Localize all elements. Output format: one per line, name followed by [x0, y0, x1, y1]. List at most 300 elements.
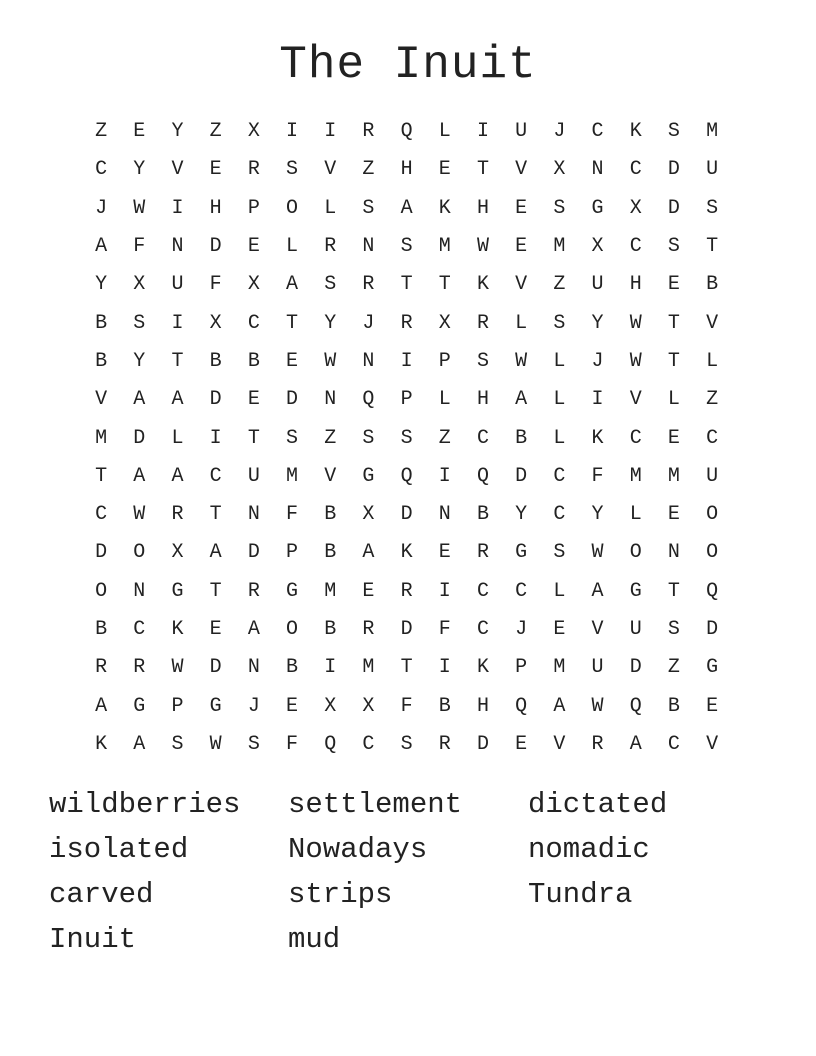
- grid-letter: C: [629, 158, 642, 182]
- grid-letter: L: [515, 311, 528, 335]
- grid-letter: U: [515, 120, 528, 144]
- grid-letter: V: [515, 273, 528, 297]
- word-list-item: nomadic: [528, 833, 650, 866]
- grid-letter: K: [476, 273, 489, 297]
- grid-letter: E: [515, 196, 528, 220]
- grid-letter: D: [247, 541, 260, 565]
- grid-letter: S: [400, 732, 413, 756]
- grid-letter: L: [286, 235, 299, 259]
- grid-letter: R: [247, 158, 260, 182]
- grid-letter: O: [133, 541, 146, 565]
- word-list-item: Tundra: [528, 878, 633, 911]
- grid-letter: S: [362, 426, 375, 450]
- grid-letter: T: [171, 349, 184, 373]
- grid-letter: B: [667, 694, 680, 718]
- grid-letter: D: [667, 158, 680, 182]
- grid-letter: M: [667, 464, 680, 488]
- grid-row: [82, 687, 732, 725]
- grid-letter: N: [362, 349, 375, 373]
- grid-row: [82, 304, 732, 342]
- grid-letter: A: [133, 464, 146, 488]
- grid-letter: C: [476, 579, 489, 603]
- grid-letter: B: [324, 618, 337, 641]
- grid-letter: Q: [629, 694, 642, 718]
- grid-letter: S: [553, 541, 566, 565]
- grid-letter: E: [667, 273, 680, 297]
- grid-letter: F: [286, 503, 299, 527]
- grid-letter: R: [324, 235, 337, 259]
- grid-letter: A: [515, 388, 528, 412]
- grid-letter: J: [591, 349, 604, 373]
- grid-letter: K: [629, 120, 642, 144]
- grid-letter: G: [133, 694, 146, 718]
- grid-letter: A: [171, 388, 184, 412]
- grid-letter: D: [667, 196, 680, 220]
- grid-letter: L: [706, 349, 719, 373]
- grid-letter: J: [247, 694, 260, 718]
- grid-letter: V: [706, 311, 719, 335]
- grid-letter: Q: [324, 732, 337, 756]
- grid-letter: D: [706, 618, 719, 641]
- grid-letter: K: [591, 426, 604, 450]
- grid-letter: N: [362, 235, 375, 259]
- grid-letter: C: [95, 503, 108, 527]
- grid-letter: B: [515, 426, 528, 450]
- grid-letter: V: [515, 158, 528, 182]
- grid-letter: C: [515, 579, 528, 603]
- grid-letter: B: [476, 503, 489, 527]
- grid-letter: Q: [362, 388, 375, 412]
- grid-letter: X: [629, 196, 642, 220]
- grid-letter: C: [362, 732, 375, 756]
- grid-letter: P: [286, 541, 299, 565]
- grid-row: [82, 458, 732, 496]
- word-list-item: wildberries: [49, 788, 241, 821]
- grid-letter: K: [400, 541, 413, 565]
- grid-letter: J: [515, 618, 528, 641]
- grid-letter: F: [209, 273, 222, 297]
- grid-letter: Y: [133, 158, 146, 182]
- grid-letter: S: [286, 158, 299, 182]
- grid-letter: C: [706, 426, 719, 450]
- grid-letter: A: [95, 235, 108, 259]
- grid-letter: Q: [476, 464, 489, 488]
- grid-letter: U: [629, 618, 642, 641]
- grid-letter: C: [667, 732, 680, 756]
- grid-letter: M: [553, 656, 566, 680]
- grid-row: [82, 151, 732, 189]
- grid-letter: H: [209, 196, 222, 220]
- grid-letter: O: [286, 618, 299, 641]
- grid-letter: H: [476, 196, 489, 220]
- grid-row: [82, 496, 732, 534]
- grid-letter: E: [515, 235, 528, 259]
- word-search-grid: [82, 113, 732, 764]
- grid-letter: V: [324, 158, 337, 182]
- grid-letter: Y: [95, 273, 108, 297]
- grid-letter: Q: [515, 694, 528, 718]
- grid-letter: S: [706, 196, 719, 220]
- grid-letter: Z: [95, 120, 108, 144]
- grid-letter: Z: [553, 273, 566, 297]
- grid-letter: H: [400, 158, 413, 182]
- grid-letter: L: [667, 388, 680, 412]
- grid-letter: Q: [400, 464, 413, 488]
- grid-letter: X: [247, 273, 260, 297]
- grid-letter: Z: [362, 158, 375, 182]
- grid-letter: W: [133, 196, 146, 220]
- grid-letter: R: [438, 732, 451, 756]
- grid-letter: N: [171, 235, 184, 259]
- grid-letter: A: [362, 541, 375, 565]
- grid-letter: E: [706, 694, 719, 718]
- grid-letter: H: [629, 273, 642, 297]
- grid-row: [82, 649, 732, 687]
- grid-letter: Y: [133, 349, 146, 373]
- grid-letter: I: [438, 656, 451, 680]
- word-list-item: dictated: [528, 788, 668, 821]
- grid-letter: L: [629, 503, 642, 527]
- grid-letter: H: [476, 694, 489, 718]
- grid-letter: A: [133, 732, 146, 756]
- grid-letter: A: [629, 732, 642, 756]
- grid-letter: C: [629, 235, 642, 259]
- grid-letter: W: [591, 541, 604, 565]
- grid-letter: D: [209, 388, 222, 412]
- grid-letter: I: [591, 388, 604, 412]
- grid-letter: M: [629, 464, 642, 488]
- word-list-item: Inuit: [49, 923, 137, 956]
- grid-letter: D: [629, 656, 642, 680]
- grid-row: [82, 343, 732, 381]
- grid-letter: Z: [706, 388, 719, 412]
- grid-letter: I: [476, 120, 489, 144]
- grid-letter: I: [324, 120, 337, 144]
- grid-letter: S: [133, 311, 146, 335]
- grid-letter: N: [591, 158, 604, 182]
- grid-letter: U: [706, 158, 719, 182]
- grid-letter: T: [706, 235, 719, 259]
- grid-letter: L: [553, 426, 566, 450]
- grid-letter: A: [171, 464, 184, 488]
- grid-letter: W: [171, 656, 184, 680]
- grid-letter: O: [286, 196, 299, 220]
- grid-letter: E: [667, 426, 680, 450]
- grid-letter: I: [171, 311, 184, 335]
- grid-letter: V: [95, 388, 108, 412]
- grid-letter: X: [591, 235, 604, 259]
- grid-letter: L: [171, 426, 184, 450]
- grid-letter: O: [95, 579, 108, 603]
- grid-letter: B: [324, 503, 337, 527]
- grid-letter: F: [133, 235, 146, 259]
- grid-letter: L: [438, 388, 451, 412]
- grid-letter: S: [171, 732, 184, 756]
- grid-letter: R: [362, 273, 375, 297]
- grid-letter: A: [591, 579, 604, 603]
- grid-letter: C: [95, 158, 108, 182]
- grid-letter: W: [515, 349, 528, 373]
- grid-letter: S: [667, 120, 680, 144]
- grid-letter: R: [171, 503, 184, 527]
- grid-letter: L: [324, 196, 337, 220]
- grid-letter: R: [247, 579, 260, 603]
- grid-letter: S: [400, 426, 413, 450]
- grid-letter: E: [553, 618, 566, 641]
- grid-letter: O: [706, 503, 719, 527]
- grid-letter: U: [171, 273, 184, 297]
- grid-letter: W: [324, 349, 337, 373]
- grid-letter: E: [209, 158, 222, 182]
- grid-letter: R: [362, 120, 375, 144]
- word-list-item: Nowadays: [288, 833, 428, 866]
- grid-letter: G: [286, 579, 299, 603]
- grid-letter: R: [95, 656, 108, 680]
- grid-letter: P: [247, 196, 260, 220]
- grid-letter: E: [286, 694, 299, 718]
- grid-letter: B: [95, 349, 108, 373]
- grid-letter: B: [324, 541, 337, 565]
- word-list-item: carved: [49, 878, 154, 911]
- grid-row: [82, 190, 732, 228]
- grid-letter: W: [476, 235, 489, 259]
- grid-letter: P: [171, 694, 184, 718]
- grid-letter: N: [247, 503, 260, 527]
- grid-row: [82, 266, 732, 304]
- grid-letter: M: [324, 579, 337, 603]
- grid-letter: C: [553, 503, 566, 527]
- grid-letter: D: [400, 503, 413, 527]
- grid-letter: F: [400, 694, 413, 718]
- grid-letter: D: [209, 656, 222, 680]
- grid-letter: Z: [324, 426, 337, 450]
- grid-letter: J: [553, 120, 566, 144]
- grid-letter: C: [476, 618, 489, 641]
- grid-letter: M: [706, 120, 719, 144]
- grid-letter: W: [591, 694, 604, 718]
- grid-letter: D: [133, 426, 146, 450]
- grid-letter: N: [324, 388, 337, 412]
- grid-letter: X: [438, 311, 451, 335]
- grid-letter: Y: [171, 120, 184, 144]
- grid-letter: A: [209, 541, 222, 565]
- grid-letter: Z: [209, 120, 222, 144]
- word-list-item: mud: [288, 923, 341, 956]
- grid-letter: X: [362, 503, 375, 527]
- grid-letter: V: [629, 388, 642, 412]
- grid-letter: E: [247, 388, 260, 412]
- grid-letter: G: [706, 656, 719, 680]
- grid-letter: R: [476, 541, 489, 565]
- grid-letter: W: [629, 311, 642, 335]
- grid-letter: D: [476, 732, 489, 756]
- grid-letter: O: [706, 541, 719, 565]
- grid-letter: Q: [400, 120, 413, 144]
- grid-letter: Y: [324, 311, 337, 335]
- grid-letter: F: [438, 618, 451, 641]
- grid-letter: U: [247, 464, 260, 488]
- grid-letter: T: [400, 273, 413, 297]
- grid-letter: M: [553, 235, 566, 259]
- grid-letter: G: [171, 579, 184, 603]
- grid-letter: X: [247, 120, 260, 144]
- grid-letter: S: [324, 273, 337, 297]
- grid-letter: T: [247, 426, 260, 450]
- grid-letter: B: [706, 273, 719, 297]
- grid-letter: U: [591, 656, 604, 680]
- grid-letter: H: [476, 388, 489, 412]
- grid-letter: V: [706, 732, 719, 756]
- grid-letter: G: [515, 541, 528, 565]
- grid-letter: R: [362, 618, 375, 641]
- grid-letter: T: [667, 579, 680, 603]
- grid-letter: E: [133, 120, 146, 144]
- grid-letter: T: [286, 311, 299, 335]
- grid-letter: I: [400, 349, 413, 373]
- grid-row: [82, 381, 732, 419]
- grid-letter: D: [515, 464, 528, 488]
- grid-letter: K: [476, 656, 489, 680]
- grid-letter: V: [553, 732, 566, 756]
- grid-letter: Y: [591, 503, 604, 527]
- grid-letter: L: [438, 120, 451, 144]
- grid-letter: R: [476, 311, 489, 335]
- grid-letter: N: [133, 579, 146, 603]
- grid-letter: D: [209, 235, 222, 259]
- word-list-item: isolated: [49, 833, 189, 866]
- grid-letter: V: [591, 618, 604, 641]
- grid-letter: A: [95, 694, 108, 718]
- grid-letter: B: [247, 349, 260, 373]
- grid-letter: U: [706, 464, 719, 488]
- grid-row: [82, 573, 732, 611]
- grid-letter: A: [133, 388, 146, 412]
- grid-letter: G: [209, 694, 222, 718]
- grid-letter: R: [133, 656, 146, 680]
- grid-letter: G: [591, 196, 604, 220]
- grid-letter: W: [209, 732, 222, 756]
- grid-letter: Y: [591, 311, 604, 335]
- page-title: The Inuit: [279, 39, 537, 91]
- word-list-item: settlement: [288, 788, 463, 821]
- word-list-item: strips: [288, 878, 393, 911]
- grid-letter: C: [591, 120, 604, 144]
- grid-letter: D: [400, 618, 413, 641]
- grid-letter: T: [667, 349, 680, 373]
- grid-row: [82, 611, 732, 649]
- grid-letter: J: [95, 196, 108, 220]
- grid-letter: I: [286, 120, 299, 144]
- grid-letter: Z: [667, 656, 680, 680]
- grid-letter: S: [476, 349, 489, 373]
- grid-letter: K: [438, 196, 451, 220]
- grid-letter: S: [667, 235, 680, 259]
- grid-row: [82, 726, 732, 764]
- grid-letter: V: [171, 158, 184, 182]
- grid-letter: E: [209, 618, 222, 641]
- grid-letter: P: [515, 656, 528, 680]
- grid-letter: S: [362, 196, 375, 220]
- grid-letter: C: [247, 311, 260, 335]
- grid-letter: J: [362, 311, 375, 335]
- grid-letter: T: [400, 656, 413, 680]
- grid-letter: N: [667, 541, 680, 565]
- grid-letter: P: [400, 388, 413, 412]
- grid-letter: N: [438, 503, 451, 527]
- grid-letter: E: [438, 541, 451, 565]
- grid-letter: T: [209, 579, 222, 603]
- grid-row: [82, 228, 732, 266]
- grid-letter: S: [553, 311, 566, 335]
- grid-letter: R: [400, 311, 413, 335]
- grid-letter: V: [324, 464, 337, 488]
- grid-letter: O: [629, 541, 642, 565]
- grid-letter: T: [438, 273, 451, 297]
- grid-letter: T: [667, 311, 680, 335]
- grid-letter: W: [629, 349, 642, 373]
- grid-letter: K: [171, 618, 184, 641]
- grid-letter: R: [400, 579, 413, 603]
- grid-letter: I: [324, 656, 337, 680]
- grid-letter: I: [209, 426, 222, 450]
- grid-letter: W: [133, 503, 146, 527]
- grid-letter: F: [286, 732, 299, 756]
- grid-letter: C: [629, 426, 642, 450]
- grid-letter: Z: [438, 426, 451, 450]
- grid-letter: B: [209, 349, 222, 373]
- grid-letter: S: [286, 426, 299, 450]
- grid-letter: L: [553, 349, 566, 373]
- grid-letter: Y: [515, 503, 528, 527]
- grid-letter: B: [95, 618, 108, 641]
- grid-letter: G: [629, 579, 642, 603]
- grid-letter: F: [591, 464, 604, 488]
- grid-letter: Q: [706, 579, 719, 603]
- grid-letter: X: [362, 694, 375, 718]
- grid-letter: B: [438, 694, 451, 718]
- grid-letter: U: [591, 273, 604, 297]
- grid-letter: I: [438, 464, 451, 488]
- grid-letter: M: [95, 426, 108, 450]
- grid-letter: E: [247, 235, 260, 259]
- grid-letter: S: [400, 235, 413, 259]
- grid-letter: A: [247, 618, 260, 641]
- grid-letter: X: [553, 158, 566, 182]
- grid-letter: E: [515, 732, 528, 756]
- grid-letter: A: [400, 196, 413, 220]
- grid-letter: E: [438, 158, 451, 182]
- grid-letter: B: [95, 311, 108, 335]
- grid-letter: L: [553, 388, 566, 412]
- grid-letter: M: [438, 235, 451, 259]
- grid-letter: C: [553, 464, 566, 488]
- grid-letter: I: [171, 196, 184, 220]
- grid-letter: E: [667, 503, 680, 527]
- grid-letter: X: [324, 694, 337, 718]
- grid-letter: C: [476, 426, 489, 450]
- grid-letter: N: [247, 656, 260, 680]
- grid-row: [82, 113, 732, 151]
- grid-letter: X: [171, 541, 184, 565]
- grid-letter: R: [591, 732, 604, 756]
- grid-letter: K: [95, 732, 108, 756]
- grid-letter: D: [286, 388, 299, 412]
- grid-letter: A: [553, 694, 566, 718]
- grid-letter: S: [667, 618, 680, 641]
- grid-row: [82, 419, 732, 457]
- grid-letter: E: [362, 579, 375, 603]
- grid-letter: S: [247, 732, 260, 756]
